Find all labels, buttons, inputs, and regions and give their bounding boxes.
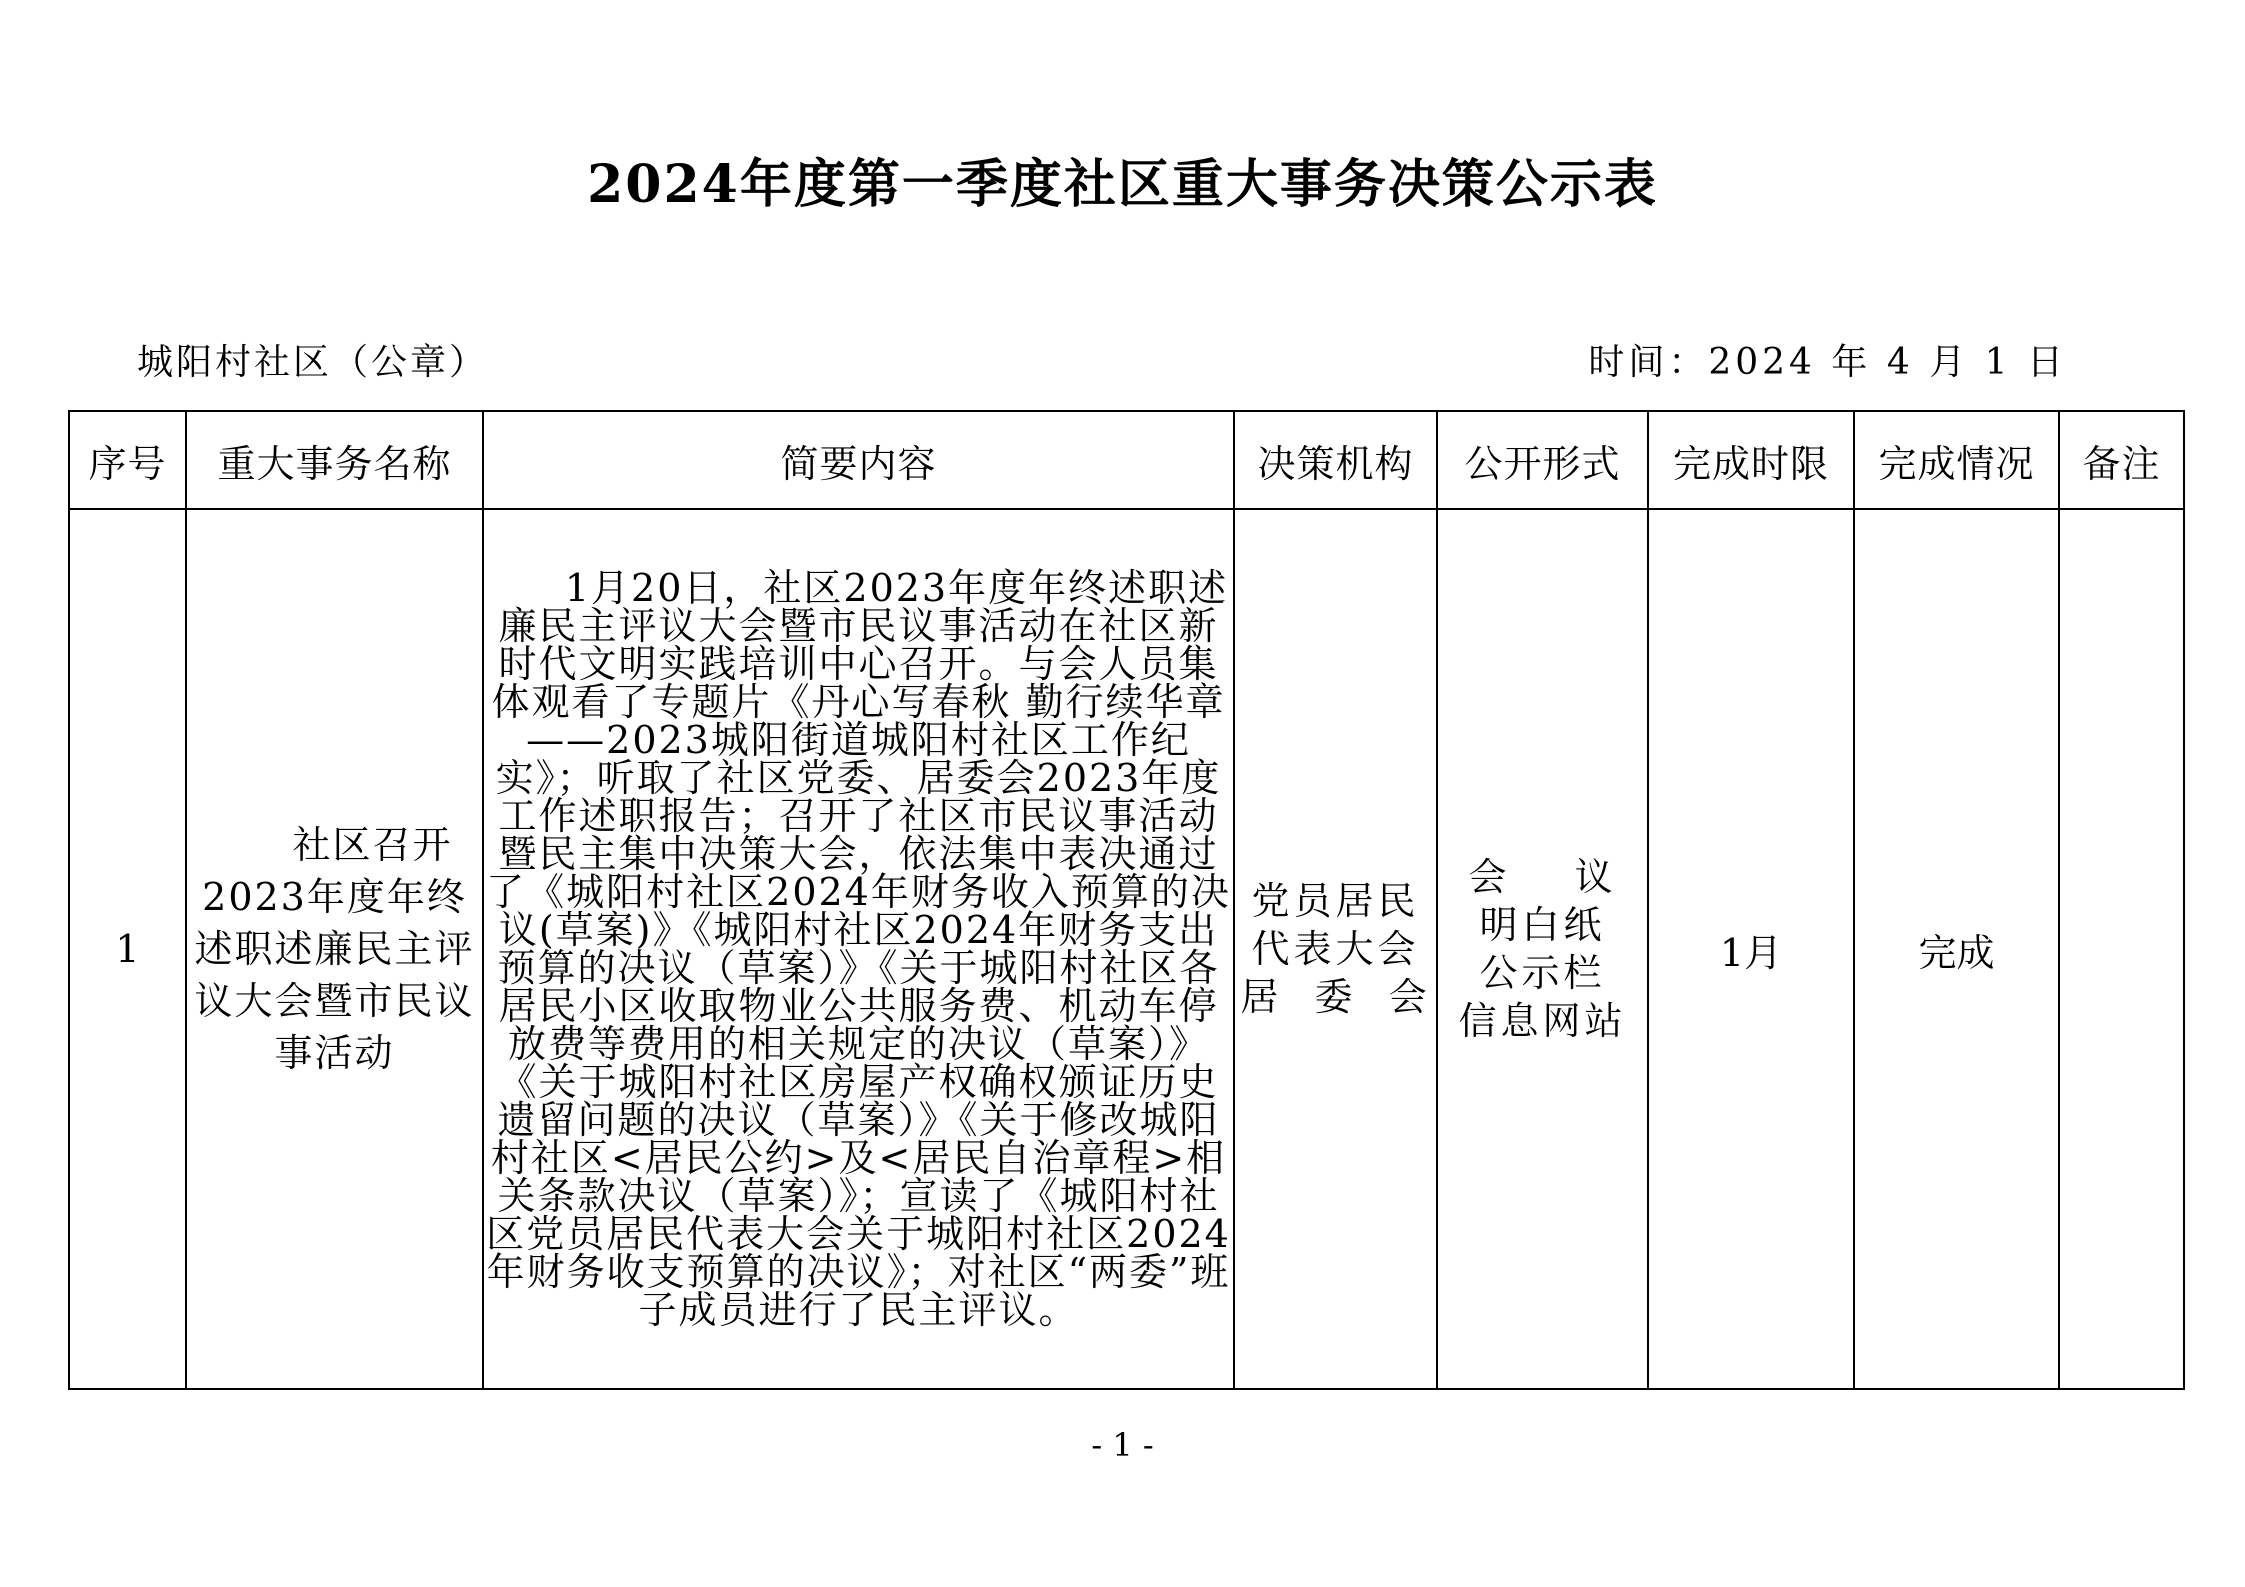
header-remarks: 备注	[2059, 411, 2184, 509]
publicity-form-line: 公示栏	[1479, 951, 1606, 995]
page-number: - 1 -	[1091, 1426, 1154, 1464]
publicity-form-line: 会 议	[1468, 855, 1617, 899]
row-index: 1	[69, 509, 186, 1389]
row-deadline: 1月	[1648, 509, 1854, 1389]
header-deadline: 完成时限	[1648, 411, 1854, 509]
publicity-form-line: 明白纸	[1479, 903, 1606, 947]
document-title: 2024年度第一季度社区重大事务决策公示表	[587, 154, 1658, 215]
header-name: 重大事务名称	[186, 411, 483, 509]
decision-body-line: 党员居民	[1251, 879, 1420, 923]
row-status: 完成	[1854, 509, 2059, 1389]
header-publicity-form: 公开形式	[1437, 411, 1648, 509]
table-row	[69, 509, 2184, 1389]
header-status: 完成情况	[1854, 411, 2059, 509]
row-summary: 1月20日，社区2023年度年终述职述廉民主评议大会暨市民议事活动在社区新时代文明实践培训中心召开。与会人员集体观看了专题片《丹心写春秋 勤行续华章——2023城阳街道城阳村社区工作纪实》；听取了社区党委、居委会2023年度工作述职报告；召开了社区市民议事活动暨民主集中决策大会，依法集中表决通过了《城阳村社区2024年财务收入预算的决议(草案)》《城阳村社区2024年财务支出预算的决议（草案）》《关于城阳村社区各居民小区收取物业公共服务费、机动车停放费等费用的相关规定的决议（草案）》《关于城阳村社区房屋产权确权颁证历史遗留问题的决议（草案）》《关于修改城阳村社区<居民公约>及<居民自治章程>相关条款决议（草案）》；宣读了《城阳村社区党员居民代表大会关于城阳村社区2024年财务收支预算的决议》；对社区“两委”班子成员进行了民主评议。	[483, 509, 1234, 1389]
row-decision-body	[1234, 509, 1437, 1389]
publication-date: 时间：2024 年 4 月 1 日	[1588, 342, 2067, 383]
header-index: 序号	[69, 411, 186, 509]
row-name: 社区召开2023年度年终述职述廉民主评议大会暨市民议事活动	[186, 509, 483, 1389]
decision-table	[68, 410, 2185, 1390]
header-summary: 简要内容	[483, 411, 1234, 509]
publicity-form-line: 信息网站	[1458, 999, 1627, 1043]
table-header-row	[69, 411, 2184, 509]
header-decision-body: 决策机构	[1234, 411, 1437, 509]
row-publicity-form	[1437, 509, 1648, 1389]
issuing-unit: 城阳村社区（公章）	[137, 342, 489, 383]
decision-body-line: 居 委 会	[1240, 975, 1431, 1019]
decision-body-line: 代表大会	[1251, 927, 1420, 971]
row-remarks	[2059, 509, 2184, 1389]
